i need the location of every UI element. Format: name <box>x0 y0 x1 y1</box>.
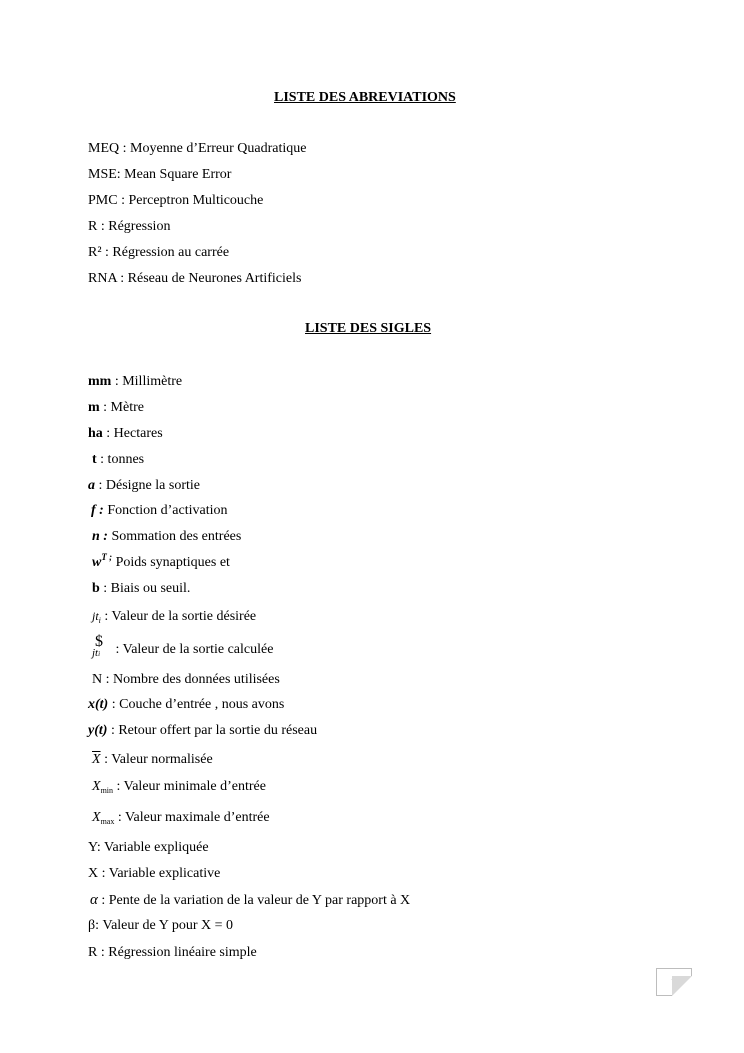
sigle-symbol: ha <box>88 426 103 441</box>
sigle-symbol: x(t) <box>88 697 109 712</box>
abbreviation-item: PMC : Perceptron Multicouche <box>88 193 264 208</box>
sigle-item-x-min <box>92 779 266 796</box>
sigle-item-x-max <box>92 810 270 827</box>
sigle-item-beta <box>88 918 233 934</box>
sigle-symbol: b <box>92 581 100 596</box>
sigle-symbol: X <box>92 810 101 825</box>
sigle-subscript: i <box>98 616 101 625</box>
sigle-item-b <box>92 581 190 597</box>
sigle-symbol: Y <box>88 840 97 855</box>
sigles-title: LISTE DES SIGLES <box>305 321 432 336</box>
sigle-item-yt <box>88 723 317 739</box>
sigle-item-alpha <box>90 892 410 909</box>
sigle-item-n <box>92 529 241 545</box>
sigle-item-mm <box>88 374 182 390</box>
sigle-symbol: jt <box>92 609 99 623</box>
sigle-symbol: β <box>88 918 96 933</box>
sigle-subscript: min <box>100 786 114 795</box>
sigle-description: : Millimètre <box>111 374 183 389</box>
sigle-subscript: max <box>100 817 115 826</box>
page-number-box <box>656 968 692 996</box>
sigle-description: Sommation des entrées <box>107 529 242 544</box>
sigle-symbol: jt <box>92 647 99 659</box>
sigle-symbol: R <box>88 945 98 960</box>
sigle-description: : Hectares <box>102 426 163 441</box>
sigle-description: : Valeur de la sortie calculée <box>112 642 274 657</box>
sigle-item-t <box>92 452 144 468</box>
sigle-item-jt-desired <box>92 608 256 626</box>
sigle-symbol: X <box>92 779 101 794</box>
sigle-item-w <box>92 552 230 571</box>
sigle-symbol: f : <box>91 503 104 518</box>
sigle-symbol: w <box>92 555 102 570</box>
sigle-description: Poids synaptiques et <box>112 555 230 570</box>
abbreviations-title: LISTE DES ABREVIATIONS <box>274 90 456 105</box>
page-fold-corner <box>672 976 692 996</box>
sigle-item-y <box>88 840 209 856</box>
sigle-symbol: mm <box>88 374 112 389</box>
sigle-symbol: y(t) <box>88 723 108 738</box>
sigle-description: : Nombre des données utilisées <box>102 672 280 687</box>
sigle-item-ha <box>88 426 163 442</box>
sigle-description: : Variable expliquée <box>96 840 209 855</box>
sigle-description: : Valeur maximale d’entrée <box>114 810 270 825</box>
sigle-subscript: i <box>98 650 101 658</box>
sigle-item-xt <box>88 697 284 713</box>
sigle-item-x-normalized <box>92 752 213 768</box>
sigle-superscript: T ; <box>101 552 113 562</box>
sigle-description: : Désigne la sortie <box>95 478 200 493</box>
sigle-symbol: a <box>88 478 95 493</box>
sigle-description: : Couche d’entrée , nous avons <box>108 697 285 712</box>
sigle-description: : Valeur normalisée <box>100 752 213 767</box>
sigle-symbol: n : <box>92 529 108 544</box>
sigle-item-r <box>88 945 257 961</box>
sigle-symbol: $\overline{X}$ <box>92 752 101 767</box>
sigle-symbol: t <box>92 452 97 467</box>
abbreviation-item: R² : Régression au carrée <box>88 245 230 260</box>
sigle-symbol: m <box>88 400 100 415</box>
hat-mark: $ <box>95 633 103 650</box>
sigle-item-f <box>91 503 227 519</box>
sigle-description: : Valeur minimale d’entrée <box>113 779 266 794</box>
sigle-hat-symbol <box>92 633 112 659</box>
sigle-symbol: α <box>90 892 98 908</box>
sigle-item-x <box>88 866 220 882</box>
sigle-item-N <box>92 672 280 688</box>
sigle-symbol: N <box>92 672 103 687</box>
abbreviation-item: MSE: Mean Square Error <box>88 167 232 182</box>
sigle-item-a <box>88 478 200 494</box>
sigle-description: : Variable explicative <box>98 866 221 881</box>
sigle-description: : Retour offert par la sortie du réseau <box>107 723 318 738</box>
sigle-symbol: X <box>88 866 99 881</box>
abbreviation-item: RNA : Réseau de Neurones Artificiels <box>88 271 302 286</box>
sigle-description: Fonction d’activation <box>103 503 228 518</box>
sigle-description: : tonnes <box>96 452 145 467</box>
abbreviation-item: MEQ : Moyenne d’Erreur Quadratique <box>88 141 307 156</box>
page-number: v <box>671 976 677 986</box>
abbreviation-item: R : Régression <box>88 219 171 234</box>
sigle-description: : Valeur de la sortie désirée <box>100 609 257 624</box>
sigle-description: : Mètre <box>99 400 144 415</box>
sigle-description: : Pente de la variation de la valeur de Y par rapport à X <box>97 893 411 908</box>
sigle-description: : Régression linéaire simple <box>97 945 257 960</box>
sigle-item-jt-computed <box>92 633 274 659</box>
sigle-description: : Biais ou seuil. <box>99 581 191 596</box>
sigle-description: : Valeur de Y pour X = 0 <box>95 918 234 933</box>
sigle-item-m <box>88 400 144 416</box>
